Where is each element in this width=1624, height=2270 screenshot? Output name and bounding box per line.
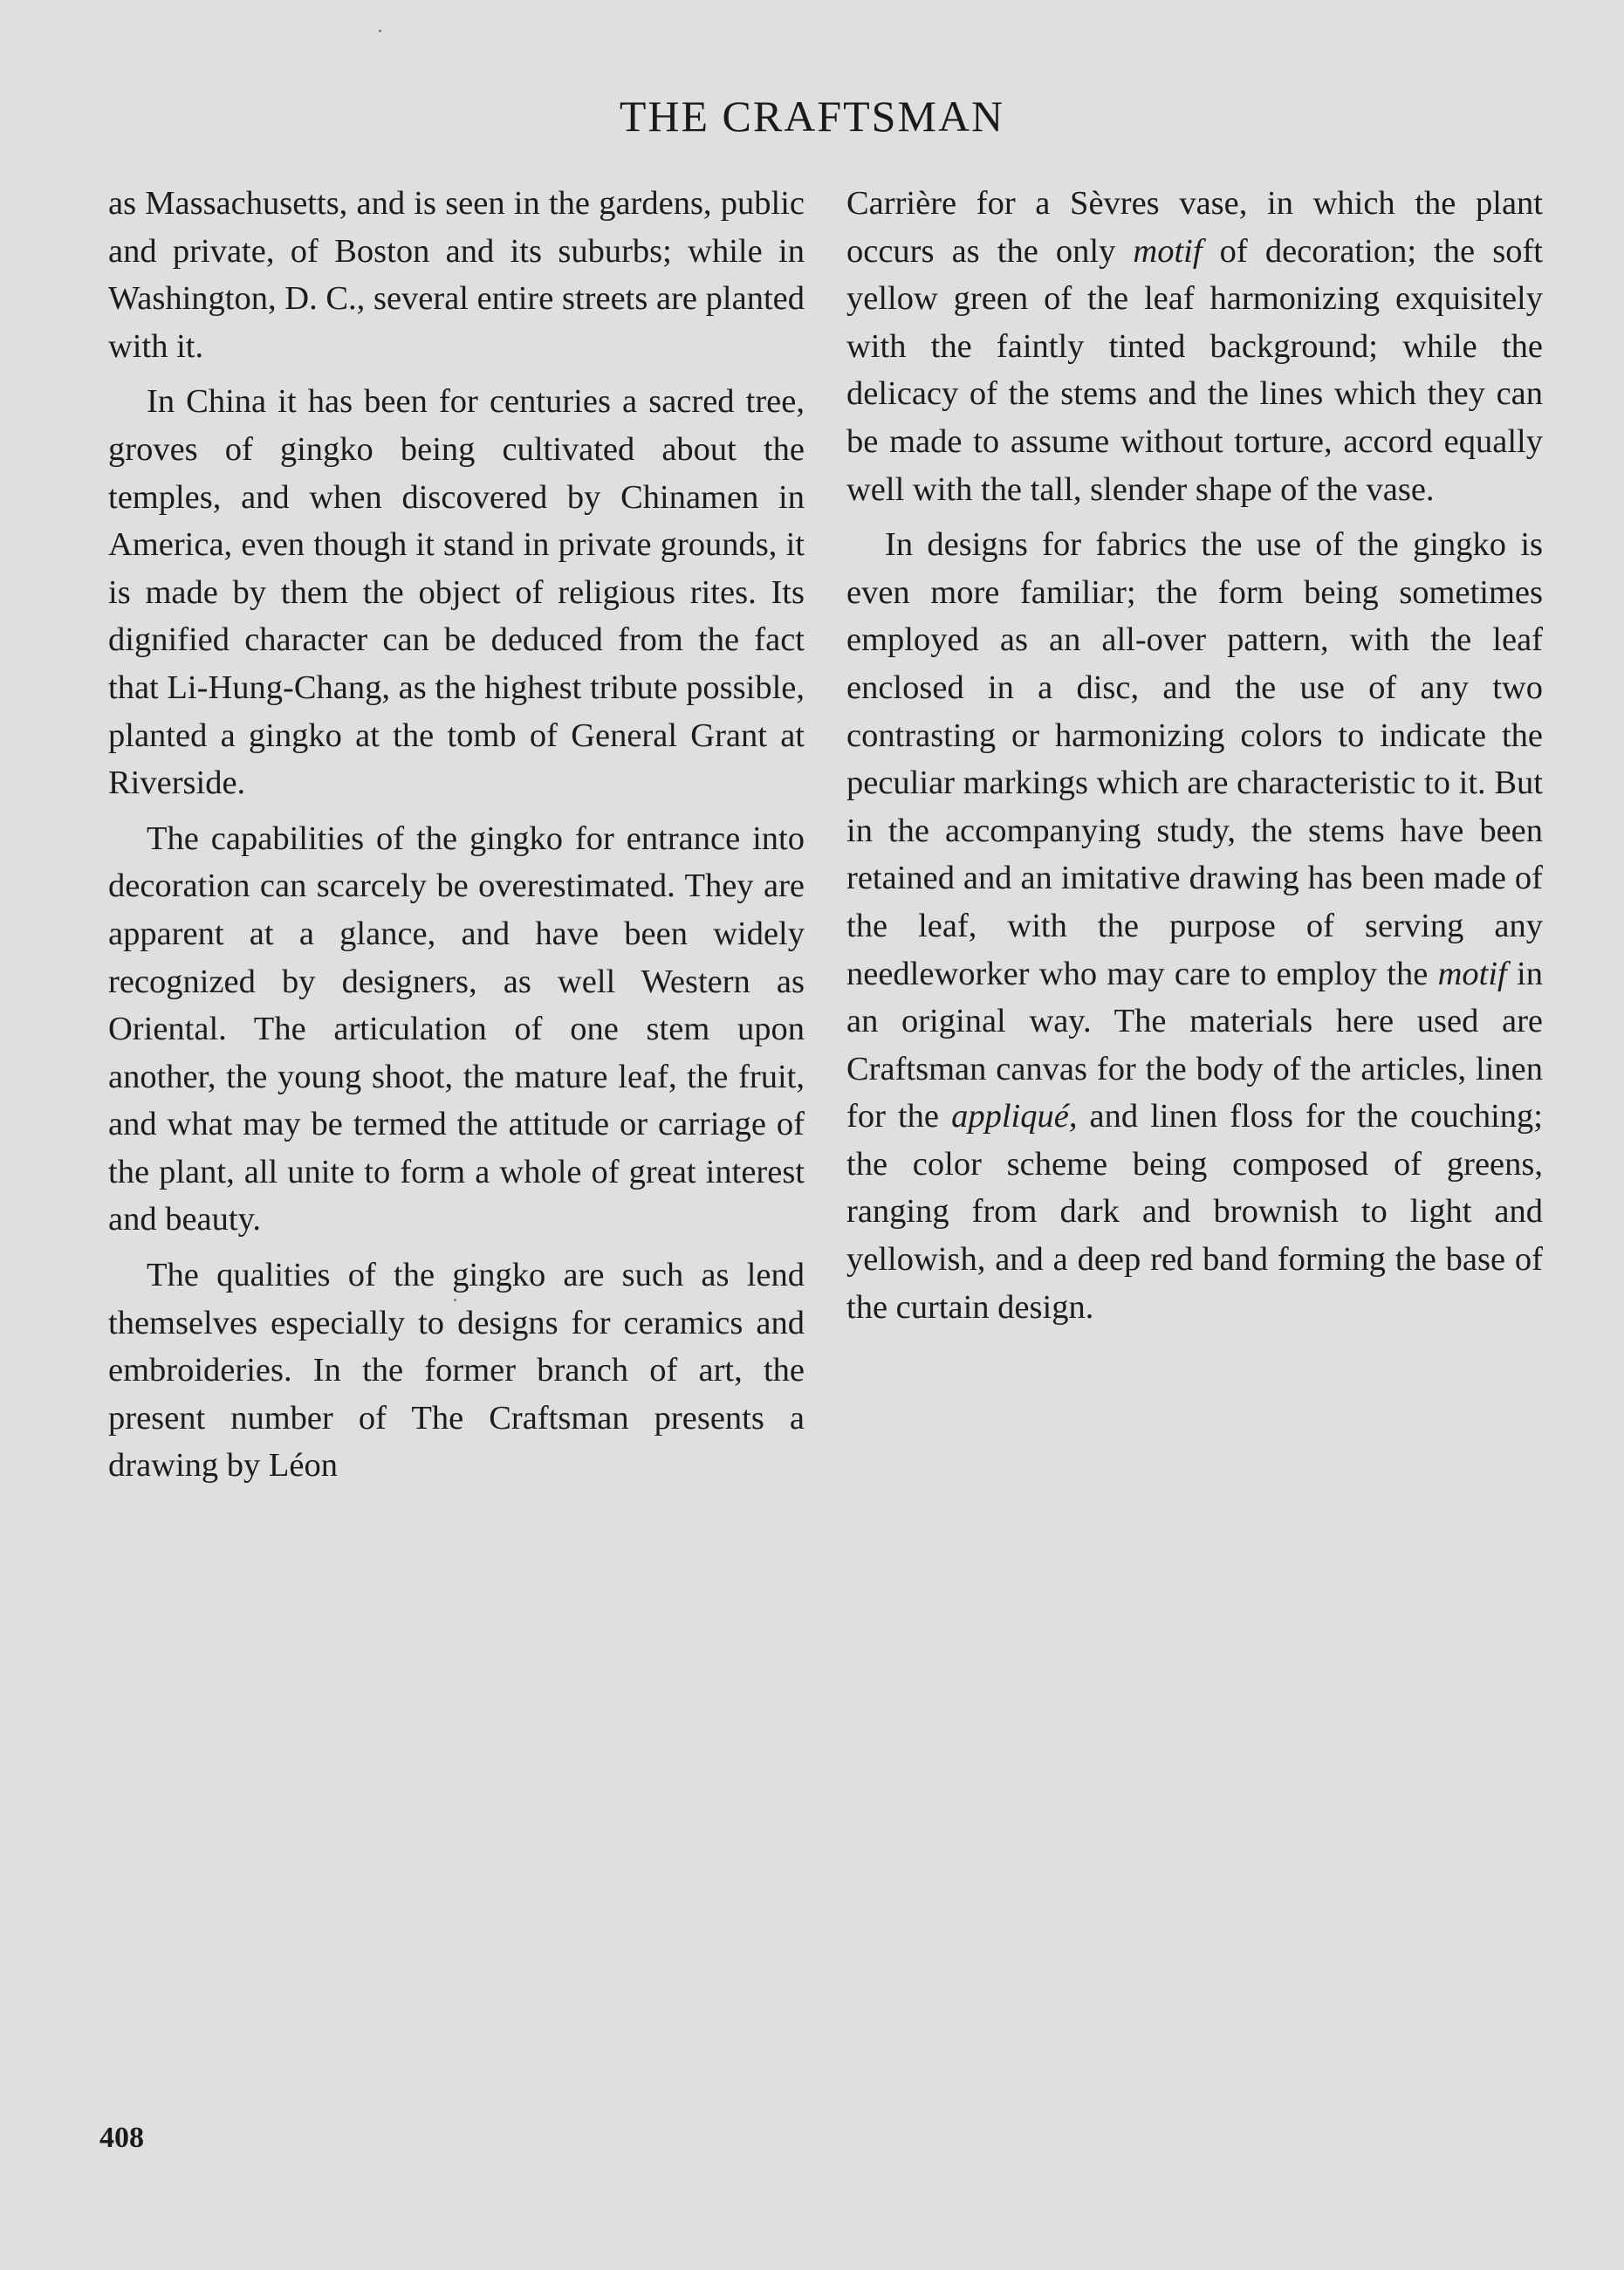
left-paragraph-1: as Massachusetts, and is seen in the gardens, public and private, of Boston and its suburbs; while in Washington, D. C., several entire streets are planted with it. xyxy=(108,185,805,365)
right-paragraph-2-emphasis-1: motif xyxy=(1437,955,1507,992)
print-speck xyxy=(379,30,381,32)
right-paragraph-2-text-b: in an original way. The materials here used are Craftsman canvas for the body of the articles, linen for the xyxy=(846,955,1543,1135)
left-column xyxy=(108,180,805,1490)
left-paragraph-3: The capabilities of the gingko for entrance into decoration can scarcely be overestimated. They are apparent at a glance, and have been widely recognized by designers, as well Western as Oriental. The articulation of one stem upon another, the young shoot, the mature leaf, the fruit, and what may be termed the attitude or carriage of the plant, all unite to form a whole of great interest and beauty. xyxy=(108,820,805,1238)
right-paragraph-2-text-a: In designs for fabrics the use of the gingko is even more familiar; the form being sometimes employed as an all-over pattern, with the leaf enclosed in a disc, and the use of any two contrasting or harmonizing colors to indicate the peculiar markings which are characteristic to it. But in the accompanying study, the stems have been retained and an imitative drawing has been made of the leaf, with the purpose of serving any needleworker who may care to employ the xyxy=(846,526,1543,992)
left-paragraph-4: The qualities of the gingko are such as lend themselves especially to designs for ceramics and embroideries. In the former branch of art, the present number of The Craftsman presents a drawing by Léon xyxy=(108,1257,805,1485)
page-number: 408 xyxy=(99,2122,144,2154)
right-paragraph-2-text-c: and linen floss for the couching; the color scheme being composed of greens, ranging from dark and brownish to light and yellowish, and a deep red band forming the base of the curtain design. xyxy=(846,1098,1543,1326)
right-paragraph-2-emphasis-2: appliqué, xyxy=(951,1098,1078,1135)
left-paragraph-2: In China it has been for centuries a sacred tree, groves of gingko being cultivated about the temples, and when discovered by Chinamen in America, even though it stand in private grounds, it is made by them the object of religious rites. Its dignified character can be deduced from the fact that Li-Hung-Chang, as the highest tribute possible, planted a gingko at the tomb of General Grant at Riverside. xyxy=(108,383,805,802)
print-speck xyxy=(454,1299,456,1301)
right-paragraph-1-text-b: of decoration; the soft yellow green of the leaf harmonizing exquisitely with the faintly tinted background; while the delicacy of the stems and the lines which they can be made to assume without torture, accord equally well with the tall, slender shape of the vase. xyxy=(846,232,1543,508)
right-paragraph-2 xyxy=(846,521,1543,1331)
page-title: THE CRAFTSMAN xyxy=(619,92,1005,141)
right-column xyxy=(846,180,1543,1331)
right-paragraph-1 xyxy=(846,180,1543,513)
right-paragraph-1-text-a: Carrière for a Sèvres vase, in which the plant occurs as the only xyxy=(846,185,1543,270)
right-paragraph-1-emphasis: motif xyxy=(1133,232,1203,270)
